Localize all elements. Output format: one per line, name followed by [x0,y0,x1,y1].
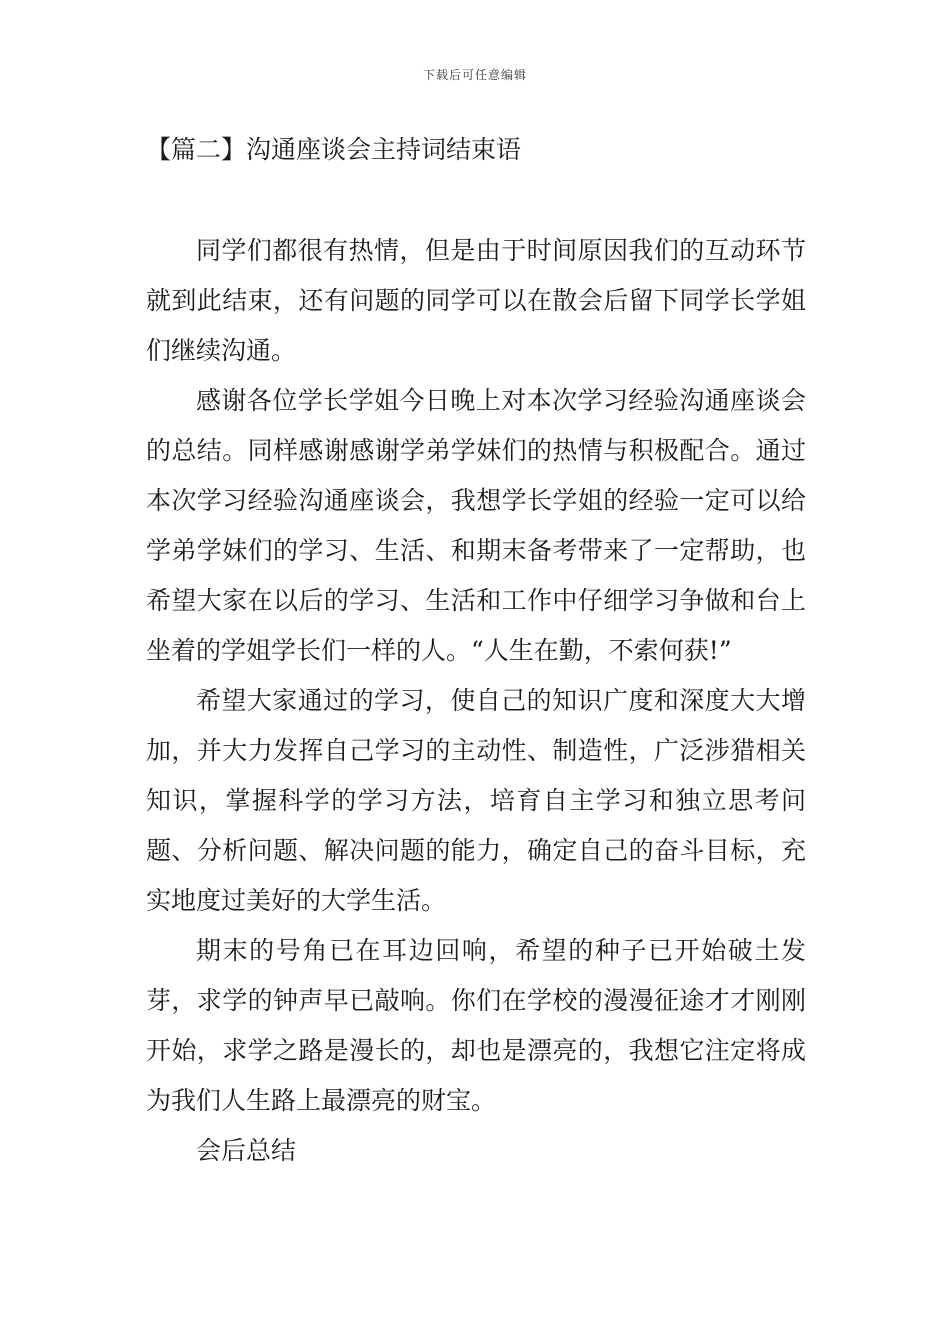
paragraph-3: 希望大家通过的学习，使自己的知识广度和深度大大增加，并大力发挥自己学习的主动性、制造性，广泛涉猎相关知识，掌握科学的学习方法，培育自主学习和独立思考问题、分析问题、解决问题的能力，确定自己的奋斗目标，充实地度过美好的大学生活。 [146,686,806,915]
paragraph-2: 感谢各位学长学姐今日晚上对本次学习经验沟通座谈会的总结。同样感谢感谢学弟学妹们的热情与积极配合。通过本次学习经验沟通座谈会，我想学长学姐的经验一定可以给学弟学妹们的学习、生活、和期末备考带来了一定帮助，也希望大家在以后的学习、生活和工作中仔细学习争做和台上坐着的学姐学长们一样的人。“人生在勤，不索何获!” [146,386,806,665]
paragraph-5: 会后总结 [196,1136,297,1165]
header-note: 下载后可任意编辑 [422,68,527,82]
document-body [146,226,806,1176]
document-title: 【篇二】沟通座谈会主持词结束语 [146,135,522,164]
paragraph-4: 期末的号角已在耳边回响，希望的种子已开始破土发芽，求学的钟声早已敲响。你们在学校的漫漫征途才才刚刚开始，求学之路是漫长的，却也是漂亮的，我想它注定将成为我们人生路上最漂亮的财宝。 [146,936,806,1115]
paragraph-1: 同学们都很有热情，但是由于时间原因我们的互动环节就到此结束，还有问题的同学可以在散会后留下同学长学姐们继续沟通。 [146,236,806,365]
